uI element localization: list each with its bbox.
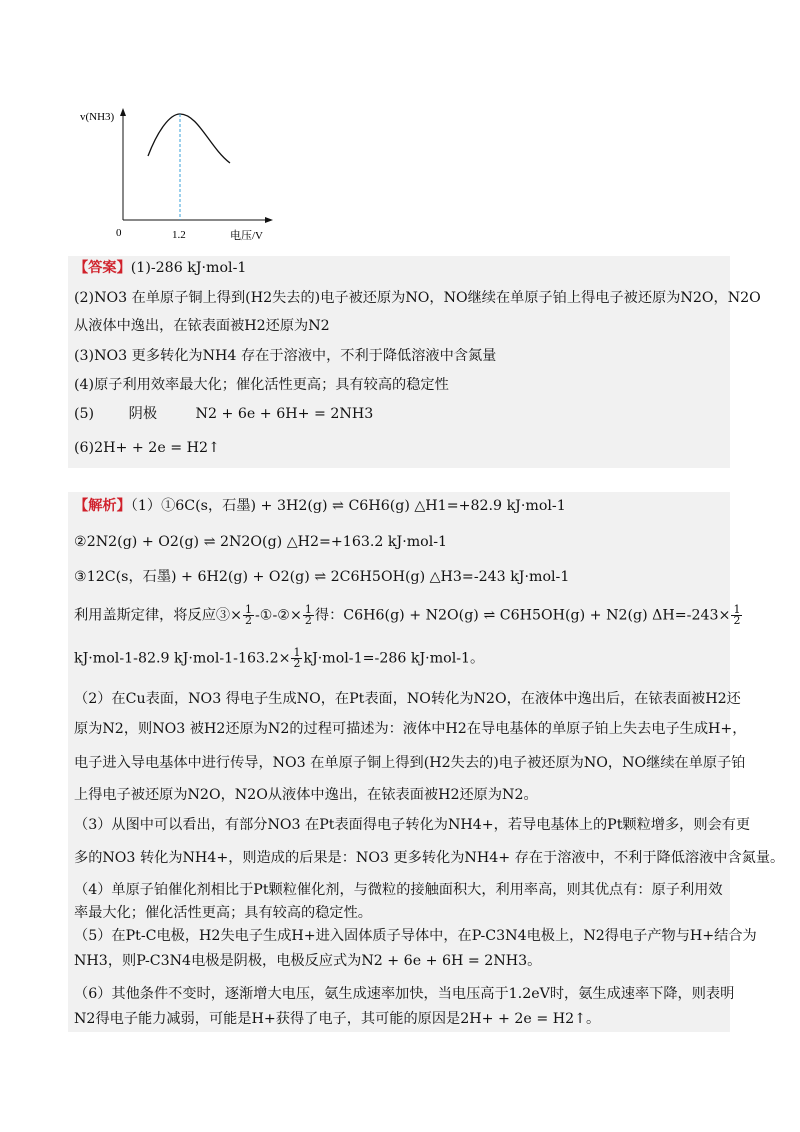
answer-line-1 (74, 258, 246, 278)
answer-line-2: (2)NO3 在单原子铜上得到(H2失去的)电子被还原为NO，NO继续在单原子铂上得电子被还原为N2O，N2O (74, 290, 761, 306)
answer-1: (1)-286 kJ·mol-1 (130, 260, 247, 276)
fraction-half-4: $\frac{1}{2}$ (293, 646, 301, 670)
hess-text-a: 利用盖斯定律，将反应③× (74, 607, 242, 624)
analysis-line-2: ②2N2(g) + O2(g) ⇌ 2N2O(g) △H2=+163.2 kJ·mol-1 (74, 534, 448, 550)
answer-line-4: (3)NO3 更多转化为NH4 存在于溶液中，不利于降低溶液中含氮量 (74, 348, 497, 364)
answer-5-equation: N2 + 6e + 6H+ = 2NH3 (195, 406, 374, 422)
analysis-line-4 (74, 605, 743, 626)
answer-tag: 【答案】 (74, 260, 131, 276)
hess-text-b: -①-②× (254, 607, 302, 624)
analysis-p5-line-1: （5）在Pt-C电极，H2失电子生成H+进入固体质子导体中，在P-C3N4电极上，N2得电子产物与H+结合为 (74, 928, 757, 944)
answer-line-6 (74, 404, 373, 424)
analysis-line-5 (74, 648, 484, 669)
analysis-p4-line-2: 率最大化；催化活性更高；具有较高的稳定性。 (74, 905, 372, 921)
analysis-p2-line-2: 原为N2，则NO3 被H2还原为N2的过程可描述为：液体中H2在导电基体的单原子铂上失去电子生成H+， (74, 721, 747, 737)
analysis-eq-1: （1）①6C(s，石墨) + 3H2(g) ⇌ C6H6(g) △H1=+82.9 kJ·mol-1 (130, 498, 566, 514)
y-axis-label: v(NH3) (80, 111, 115, 123)
answer-5-number: (5) (74, 406, 95, 422)
analysis-p6-line-1: （6）其他条件不变时，逐渐增大电压，氨生成速率加快，当电压高于1.2eV时，氨生成速率下降，则表明 (74, 986, 735, 1002)
analysis-p2-line-4: 上得电子被还原为N2O，N2O从液体中逸出，在铱表面被H2还原为N2。 (74, 787, 538, 803)
fraction-half-3: $\frac{1}{2}$ (733, 603, 741, 627)
analysis-line-1 (74, 496, 566, 516)
answer-line-5: (4)原子利用效率最大化；催化活性更高；具有较高的稳定性 (74, 377, 449, 393)
analysis-line-3: ③12C(s，石墨) + 6H2(g) + O2(g) ⇌ 2C6H5OH(g) △H3=-243 kJ·mol-1 (74, 569, 570, 585)
rate-curve (148, 114, 230, 163)
answer-line-3: 从液体中逸出，在铱表面被H2还原为N2 (74, 318, 330, 334)
fraction-half-1: $\frac{1}{2}$ (244, 603, 252, 627)
analysis-p4-line-1: （4）单原子铂催化剂相比于Pt颗粒催化剂，与微粒的接触面积大，利用率高，则其优点有：原子利用效 (74, 882, 723, 898)
x-axis-label: 电压/V (230, 230, 263, 242)
hess-text-c: 得：C6H6(g) + N2O(g) ⇌ C6H5OH(g) + N2(g) ΔH=-243× (314, 607, 731, 624)
answer-5-electrode: 阴极 (128, 406, 158, 422)
fraction-half-2: $\frac{1}{2}$ (304, 603, 312, 627)
analysis-p2-line-3: 电子进入导电基体中进行传导，NO3 在单原子铜上得到(H2失去的)电子被还原为NO，NO继续在单原子铂 (74, 755, 746, 771)
calc-text-b: kJ·mol-1=-286 kJ·mol-1。 (303, 650, 485, 667)
analysis-tag: 【解析】 (74, 498, 131, 514)
analysis-p3-line-1: （3）从图中可以看出，有部分NO3 在Pt表面得电子转化为NH4+，若导电基体上的Pt颗粒增多，则会有更 (74, 817, 751, 833)
analysis-p2-line-1: （2）在Cu表面，NO3 得电子生成NO，在Pt表面，NO转化为N2O，在液体中逸出后，在铱表面被H2还 (74, 691, 741, 707)
answer-line-7: (6)2H+ + 2e = H2↑ (74, 440, 220, 456)
analysis-p5-line-2: NH3，则P-C3N4电极是阴极，电极反应式为N2 + 6e + 6H = 2NH3。 (74, 953, 542, 969)
x-axis-arrow-icon (265, 217, 273, 223)
analysis-p3-line-2: 多的NO3 转化为NH4+，则造成的后果是：NO3 更多转化为NH4+ 存在于溶液中，不利于降低溶液中含氮量。 (74, 850, 785, 866)
origin-label: 0 (116, 227, 122, 239)
x-tick-label: 1.2 (172, 229, 186, 241)
calc-text-a: kJ·mol-1-82.9 kJ·mol-1-163.2× (74, 650, 291, 667)
rate-voltage-graph (80, 100, 300, 250)
analysis-p6-line-2: N2得电子能力减弱，可能是H+获得了电子，其可能的原因是2H+ + 2e = H2↑。 (74, 1011, 601, 1027)
y-axis-arrow-icon (120, 108, 126, 116)
